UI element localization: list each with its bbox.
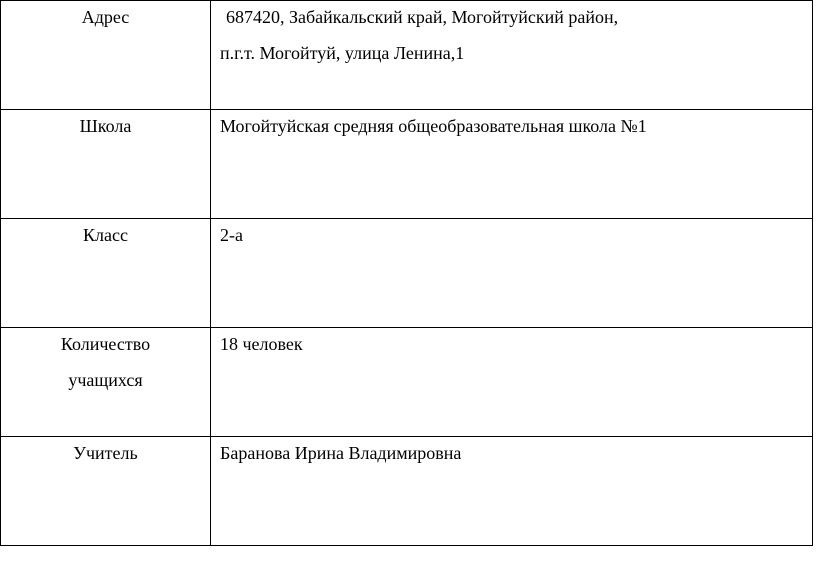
student-count-value: 18 человек [220,334,303,354]
address-value-line-1: 687420, Забайкальский край, Могойтуйский район, [226,7,619,27]
table-row-student-count [1,328,813,437]
table-row-class [1,219,813,328]
table-row-address [1,1,813,110]
teacher-value: Баранова Ирина Владимировна [220,443,462,463]
teacher-value-cell [211,437,813,546]
address-value-cell [211,1,813,110]
class-label-cell [1,219,211,328]
class-value-cell [211,219,813,328]
teacher-label-cell [1,437,211,546]
class-value: 2-а [220,225,243,245]
school-label-cell [1,110,211,219]
student-count-label-line-2: учащихся [68,370,143,390]
table-row-teacher [1,437,813,546]
school-value-cell [211,110,813,219]
school-value: Могойтуйская средняя общеобразовательная школа №1 [220,116,647,136]
table-row-school [1,110,813,219]
address-label-cell [1,1,211,110]
teacher-label: Учитель [73,443,138,463]
address-label: Адрес [81,7,130,27]
student-count-label-cell [1,328,211,437]
student-count-label-line-1: Количество [60,334,151,354]
student-count-value-cell [211,328,813,437]
school-label: Школа [79,116,132,136]
address-value-line-2: п.г.т. Могойтуй, улица Ленина,1 [220,43,465,63]
class-label: Класс [83,225,128,245]
